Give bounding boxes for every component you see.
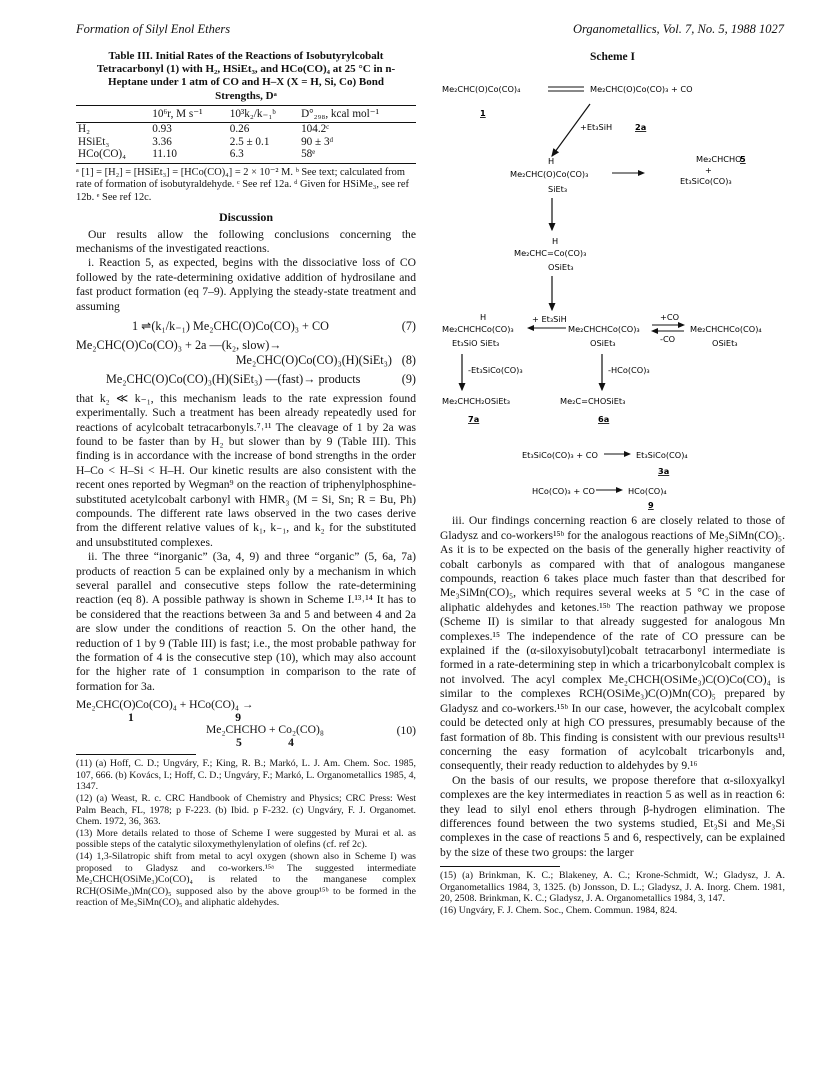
table-cell: HSiEt₃ [78,135,110,148]
scheme-text: H [552,236,559,247]
table-caption: Table III. Initial Rates of the Reactions of Isobutyrylcobalt Tetracarbonyl (1) with H₂, HSiEt₃, and HCo(CO)₄ at 25 °C in n-Heptane under 1 atm of CO and H–X (X = H, Si, Co) Bond Strengths, Dᵃ [96,50,396,102]
compound-label: 7a [468,414,480,425]
paragraph: On the basis of our results, we propose therefore that α-siloxyalkyl complexes are the key intermediates in reaction 5 as well as in reaction 6: they lead to silyl enol ethers through β-hydrogen elimination. The differences found between the two systems studied, Et₃Si and Me₃Si complexes in the case of reactions 5 and 6, respectively, can be explained by the size of these two groups: the larger [440,773,785,859]
table-cell: 6.3 [228,148,299,163]
equation-number: (8) [401,352,416,367]
table-row [76,136,416,149]
equation-9 [76,372,416,386]
scheme-text: Et₃SiO SiEt₃ [452,338,500,349]
scheme-text: Me₂CHC(O)Co(CO)₃ [510,169,589,180]
scheme-text: + Et₃SiH [532,314,567,325]
paragraph: that k₂ ≪ k₋₁, this mechanism leads to the rate expression found experimentally. Such a treatment has been already repeatedly used for reactions of acylcobalt tetracarbonyls.⁷˒¹¹ The cleavage of 1 by 2a was found to be faster than by H₂ but slower than by 9 (Table III). This finding is in accordance with the increase of bond strengths in the order H–Co < H–Si < H–H. Our kinetic results are also consistent with the recent ones reported by Wegman⁹ on the reaction of triphenylphosphine-substituted acetylcobalt carbonyl with HMR₃ (M = Si, Sn; R = Bu, Ph) compounds. The different rate laws observed in the two cases derive from the different relative values of k₁, k₋₁, and k₂ for the substituted and unsubstituted complexes. [76,391,416,549]
table-header-cell: 10⁶r, M s⁻¹ [150,105,228,122]
table-cell: H₂ [78,123,90,136]
table-cell: 2.5 ± 0.1 [229,135,270,148]
compound-label: 2a [635,122,647,133]
equation-text: Me₂CHC(O)Co(CO)₃ + 2a —(k₂, slow)→ [76,338,282,353]
paragraph: Our results allow the following conclusions concerning the mechanisms of the investigated reactions. [76,227,416,256]
scheme-text: SiEt₃ [548,184,568,195]
reference-item: (14) 1,3-Silatropic shift from metal to acyl oxygen (shown also in Scheme I) was proposed to Gladysz and co-workers.¹⁵ᵃ The suggested intermediate Me₂CHCH(OSiMe₃)Co(CO)₄ is related to the manganese complex RCH(OSiMe₃)Mn(CO)₅ supposed also by the above group¹⁵ᵇ to be formed in the reaction of Me₃SiMn(CO)₅ and aliphatic aldehydes. [76,850,416,909]
scheme-title: Scheme I [589,51,636,63]
table-cell: HCo(CO)₄ [76,148,150,163]
scheme-text: -CO [660,334,676,345]
rates-table [76,105,416,164]
table-header-cell: D°₂₉₈, kcal mol⁻¹ [299,105,416,122]
table-cell: 0.26 [229,123,250,136]
table-cell: 11.10 [150,148,228,163]
table-cell: 90 ± 3ᵈ [301,135,334,148]
running-head-left: Formation of Silyl Enol Ethers [76,22,231,36]
table-header-cell: 10³k₂/k₋₁ᵇ [228,105,299,122]
section-heading: Discussion [218,210,274,225]
equation-text: Me₂CHC(O)Co(CO)₃(H)(SiEt₃) [235,352,392,367]
right-column [440,50,785,917]
equation-labels: 1 9 [128,710,242,724]
scheme-text: Me₂CHCHCo(CO)₃ [568,324,640,335]
scheme-text: + [705,165,712,176]
left-column [76,50,416,909]
equation-number: (7) [401,319,416,334]
table-cell: 3.36 [152,135,172,148]
reference-item: (15) (a) Brinkman, K. C.; Blakeney, A. C.; Krone-Schmidt, W.; Gladysz, J. A. Organometallics 1984, 3, 1325. (b) Jonsson, D. L.; Gladysz, J. A. Inorg. Chem. 1981, 20, 2508. Brinkman, K. C.; Gladysz, J. A. Organometallics 1984, 3, 147. [440,870,785,905]
table-cell: 104.2ᶜ [301,123,330,136]
table-row [76,123,416,136]
table-header-row [76,105,416,122]
equation-7 [76,319,416,333]
scheme-text: HCo(CO)₄ [628,486,667,497]
scheme-text: OSiEt₃ [712,338,738,349]
compound-label: 3a [658,466,670,477]
scheme-text: Me₂CHCHCo(CO)₃ [442,324,514,335]
compound-label: 1 [480,108,486,119]
equation-text: Me₂CHC(O)Co(CO)₄ + HCo(CO)₄ → [76,698,254,712]
compound-label: 9 [648,500,654,511]
scheme-text: Et₃SiCo(CO)₄ [636,450,688,461]
references-right [440,870,785,916]
reference-item: (12) (a) Weast, R. c. CRC Handbook of Chemistry and Physics; CRC Press: West Palm Beach, FL, 1978; p F-223. (b) Ibid. p F-232. (c) Ungváry, F. J. Organomet. Chem. 1972, 36, 363. [76,793,416,828]
table-footnote: ᵃ [1] = [H₂] = [HSiEt₃] = [HCo(CO)₄] = 2 × 10⁻² M. ᵇ See text; calculated from rate of formation of isobutyraldehyde. ᶜ See ref 12a. ᵈ Given for HSiMe₃, see ref 12b. ᵉ See ref 12c. [76,167,409,203]
reference-item: (13) More details related to those of Scheme I were suggested by Murai et al. as possible steps of the catalytic siloxymethylenylation of olefins (cf. ref 2c). [76,827,416,851]
running-head-right: Organometallics, Vol. 7, No. 5, 1988 1027 [573,22,784,36]
paragraph: ii. The three “inorganic” (3a, 4, 9) and three “organic” (5, 6a, 7a) products of reaction 5 can be explained only by a mechanism in which several parallel and consecutive steps follow the rate-determining reaction (eq 8). A possible pathway is shown in Scheme I.¹³˒¹⁴ It has to be considered that the reactions between 3a and 5 and between 4 and 2a are slow under the conditions of reaction 5. On the other hand, the reduction of 1 by 9 (Table III) is fast; i.e., the most probable pathway for the formation of 4 is the consecutive step (10), which may also account for the higher rate of 1 consumption in comparison to the rate of formation for 3a. [76,550,416,693]
scheme-text: +CO [660,312,680,323]
equation-10 [76,699,416,749]
compound-label: 6a [598,414,610,425]
equation-8 [76,338,416,367]
scheme-text: Me₂CHCH₂OSiEt₃ [442,396,510,407]
equation-text: 1 ⇌(k₁/k₋₁) Me₂CHC(O)Co(CO)₃ + CO [132,319,329,334]
references-left [76,758,416,909]
scheme-text: Me₂CHC(O)Co(CO)₃ + CO [590,84,693,95]
table-cell: 58ᵉ [299,148,416,163]
scheme-text: Me₂CHC=Co(CO)₃ [514,248,587,259]
scheme-text: -Et₃SiCo(CO)₃ [468,365,523,376]
scheme-text: HCo(CO)₃ + CO [532,486,595,497]
paragraph: iii. Our findings concerning reaction 6 are closely related to those of Gladysz and co-workers¹⁵ᵇ for the analogous reactions of Me₃SiMn(CO)₅. As it is to be expected on the basis of the generally higher reactivity of cobalt carbonyls as compared with that of analogous manganese compounds, reaction 6 takes place much faster than that described for Me₃SiMn(CO)₅, which requires several weeks at 5 °C in the case of aliphatic aldehydes and ketones.¹⁵ᵇ The reaction pathway we propose (Scheme II) is similar to that already suggested for analogous Mn complexes.¹⁵ The independence of the rate of CO pressure can be explained if the (α-siloxyisobutyl)cobalt tetracarbonyl intermediate is formed in a rate-determining step in which a tricarbonylcobalt complex is not involved. The acyl complex Me₂CHCH(OSiMe₃)C(O)Co(CO)₄ is similar to the complexes RCH(OSiMe₃)C(O)Mn(CO)₅ prepared by Gladysz and co-workers.¹⁵ᵇ In our case, however, the acylcobalt complex could be detected only at high CO pressures, presumably because of the fast formation of 8b. This finding is consistent with our previous results¹¹ concerning the easy formation of acylcobalt tricarbonyls and, consequently, their ready reduction to aldehydes by 9.¹⁶ [440,514,785,773]
table-header-cell [76,105,150,122]
compound-label: 5 [740,154,746,165]
scheme-text: +Et₃SiH [580,122,613,133]
paragraph: i. Reaction 5, as expected, begins with the dissociative loss of CO followed by the rate-determining oxidative addition of hydrosilane and fast product formation (eq 7–9). Applying the steady-state treatment and assuming [76,256,416,313]
scheme-text: H [548,156,555,167]
equation-text: Me₂CHC(O)Co(CO)₃(H)(SiEt₃) —(fast)→ products [106,372,361,387]
scheme-text: Me₂CHC(O)Co(CO)₄ [442,84,521,95]
reference-item: (16) Ungváry, F. J. Chem. Soc., Chem. Commun. 1984, 824. [440,904,678,916]
references-divider [440,866,560,867]
equation-text: Me₂CHCHO + Co₂(CO)₈ [206,723,324,737]
equation-number: (9) [401,372,416,387]
scheme-diagram [440,70,785,510]
scheme-text: Me₂CHCHCo(CO)₄ [690,324,762,335]
scheme-text: H [480,312,487,323]
scheme-text: Et₃SiCo(CO)₃ + CO [522,450,598,461]
scheme-text: Me₂C=CHOSiEt₃ [560,396,626,407]
scheme-text: Me₂CHCHO [696,154,742,165]
scheme-text: OSiEt₃ [590,338,616,349]
equation-number: (10) [396,724,416,738]
table-cell: 0.93 [152,123,172,136]
references-divider [76,754,196,755]
reference-item: (11) (a) Hoff, C. D.; Ungváry, F.; King, R. B.; Markó, L. J. Am. Chem. Soc. 1985, 107, 666. (b) Kovács, I.; Hoff, C. D.; Ungváry, F.; Markó, L. Organometallics 1985, 4, 1347. [76,758,416,793]
equation-labels: 5 4 [236,735,294,749]
scheme-text: -HCo(CO)₃ [608,365,650,376]
table-row [76,148,416,163]
scheme-text: Et₃SiCo(CO)₃ [680,176,732,187]
scheme-text: OSiEt₃ [548,262,574,273]
